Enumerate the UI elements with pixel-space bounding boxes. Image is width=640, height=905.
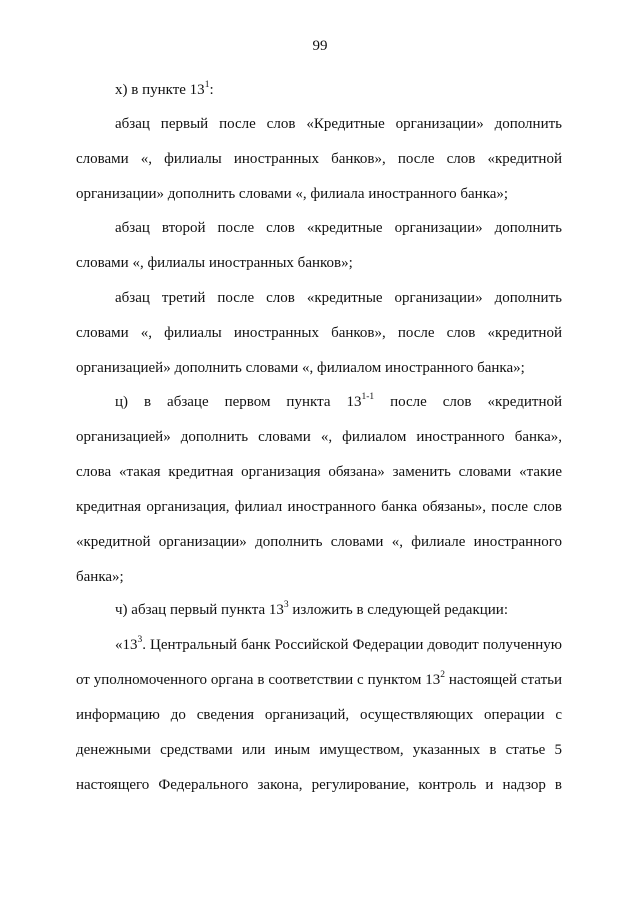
- paragraph-second-abzac: абзац второй после слов «кредитные организации» дополнить словами «, филиалы иностранных банков»;: [76, 220, 562, 271]
- paragraph-first-abzac: абзац первый после слов «Кредитные организации» дополнить словами «, филиалы иностранных банков», после слов «кредитной организации» дополнить словами «, филиала иностранного банка»;: [76, 116, 562, 202]
- paragraph-item-x: [76, 73, 562, 108]
- paragraph-item-ch: [76, 593, 562, 628]
- paragraph-text: настоящей статьи информацию до сведения организаций, осуществляющих операции с денежными средствами или иным имуществом, указанных в статье 5 настоящего Федерального закона, регулирование, контроль и надзор в: [76, 671, 562, 793]
- paragraph-item-ts: [76, 385, 562, 594]
- paragraph-text: изложить в следующей редакции:: [288, 602, 509, 618]
- superscript: 1: [204, 80, 210, 90]
- paragraph-text: х) в пункте 13: [115, 82, 205, 98]
- page-number: 99: [312, 38, 328, 54]
- paragraph-quoted-text: [76, 628, 562, 803]
- superscript: 3: [137, 635, 143, 645]
- paragraph-text: после слов «кредитной организацией» дополнить словами «, филиалом иностранного банка», слова «такая кредитная организация обязана» заменить словами «такие кредитная организация, филиал иностранного банка обязаны», после слов «кредитной организации» дополнить словами «, филиале иностранного банка»;: [76, 394, 562, 585]
- superscript: 2: [440, 669, 445, 680]
- paragraph-text: . Центральный банк Российской Федерации доводит полученную от уполномоченного органа в соответствии с пунктом 13: [76, 637, 562, 688]
- paragraph-text: :: [209, 82, 214, 98]
- superscript: 3: [283, 600, 289, 610]
- superscript: 1-1: [361, 392, 375, 402]
- paragraph-text: «13: [115, 637, 138, 653]
- paragraph-third-abzac: абзац третий после слов «кредитные организации» дополнить словами «, филиалы иностранных банков», после слов «кредитной организацией» дополнить словами «, филиалом иностранного банка»;: [76, 290, 562, 376]
- paragraph-text: ч) абзац первый пункта 13: [115, 602, 284, 618]
- paragraph-text: ц) в абзаце первом пункта 13: [115, 394, 362, 410]
